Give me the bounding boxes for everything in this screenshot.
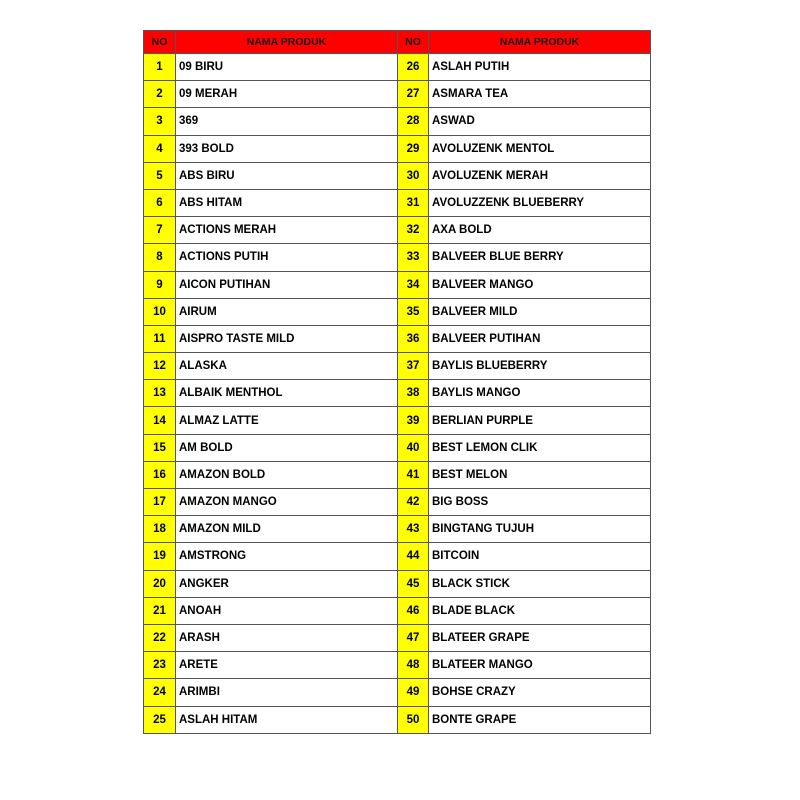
table-row	[144, 244, 651, 271]
row-number-right: 30	[398, 162, 429, 189]
table-row	[144, 135, 651, 162]
product-name-left: 09 MERAH	[176, 81, 398, 108]
table-row	[144, 298, 651, 325]
table-row	[144, 679, 651, 706]
table-row	[144, 353, 651, 380]
row-number-right: 34	[398, 271, 429, 298]
row-number-left: 14	[144, 407, 176, 434]
table-row	[144, 597, 651, 624]
product-name-left: AM BOLD	[176, 434, 398, 461]
row-number-left: 11	[144, 325, 176, 352]
product-name-right: ASWAD	[429, 108, 651, 135]
table-row	[144, 516, 651, 543]
product-name-right: AVOLUZZENK BLUEBERRY	[429, 189, 651, 216]
product-name-right: BINGTANG TUJUH	[429, 516, 651, 543]
product-name-right: BAYLIS BLUEBERRY	[429, 353, 651, 380]
product-name-right: BEST LEMON CLIK	[429, 434, 651, 461]
product-name-left: ANOAH	[176, 597, 398, 624]
product-name-left: 09 BIRU	[176, 54, 398, 81]
table-row	[144, 543, 651, 570]
product-name-left: ABS HITAM	[176, 189, 398, 216]
table-row	[144, 434, 651, 461]
row-number-right: 47	[398, 624, 429, 651]
product-name-left: ALMAZ LATTE	[176, 407, 398, 434]
product-name-right: AXA BOLD	[429, 217, 651, 244]
product-name-left: AMAZON BOLD	[176, 461, 398, 488]
row-number-left: 15	[144, 434, 176, 461]
table-row	[144, 570, 651, 597]
row-number-left: 3	[144, 108, 176, 135]
table-row	[144, 706, 651, 733]
row-number-right: 38	[398, 380, 429, 407]
product-name-left: AMSTRONG	[176, 543, 398, 570]
product-name-left: ALBAIK MENTHOL	[176, 380, 398, 407]
product-name-right: BITCOIN	[429, 543, 651, 570]
row-number-right: 36	[398, 325, 429, 352]
product-name-left: ACTIONS MERAH	[176, 217, 398, 244]
table-row	[144, 461, 651, 488]
product-table	[143, 30, 651, 734]
row-number-left: 22	[144, 624, 176, 651]
product-name-right: BEST MELON	[429, 461, 651, 488]
row-number-left: 2	[144, 81, 176, 108]
product-name-right: BALVEER PUTIHAN	[429, 325, 651, 352]
product-name-right: BALVEER MILD	[429, 298, 651, 325]
row-number-left: 4	[144, 135, 176, 162]
header-no-right: NO	[398, 31, 429, 54]
product-name-left: ARETE	[176, 652, 398, 679]
table-row	[144, 189, 651, 216]
table-row	[144, 54, 651, 81]
row-number-left: 8	[144, 244, 176, 271]
row-number-right: 46	[398, 597, 429, 624]
row-number-left: 18	[144, 516, 176, 543]
row-number-left: 10	[144, 298, 176, 325]
product-name-right: BALVEER BLUE BERRY	[429, 244, 651, 271]
product-name-left: ACTIONS PUTIH	[176, 244, 398, 271]
table-row	[144, 108, 651, 135]
row-number-right: 40	[398, 434, 429, 461]
row-number-right: 27	[398, 81, 429, 108]
table-row	[144, 217, 651, 244]
product-name-left: 369	[176, 108, 398, 135]
row-number-right: 32	[398, 217, 429, 244]
header-row	[144, 31, 651, 54]
product-name-right: BOHSE CRAZY	[429, 679, 651, 706]
product-name-right: BAYLIS MANGO	[429, 380, 651, 407]
product-name-left: ABS BIRU	[176, 162, 398, 189]
row-number-right: 35	[398, 298, 429, 325]
product-name-right: BALVEER MANGO	[429, 271, 651, 298]
row-number-right: 50	[398, 706, 429, 733]
row-number-right: 41	[398, 461, 429, 488]
row-number-right: 43	[398, 516, 429, 543]
table-row	[144, 81, 651, 108]
row-number-right: 31	[398, 189, 429, 216]
product-name-right: ASMARA TEA	[429, 81, 651, 108]
row-number-left: 13	[144, 380, 176, 407]
product-name-left: ARIMBI	[176, 679, 398, 706]
table-row	[144, 407, 651, 434]
product-name-left: AICON PUTIHAN	[176, 271, 398, 298]
table-row	[144, 380, 651, 407]
product-name-right: BIG BOSS	[429, 489, 651, 516]
header-no-left: NO	[144, 31, 176, 54]
row-number-right: 45	[398, 570, 429, 597]
row-number-right: 37	[398, 353, 429, 380]
row-number-left: 7	[144, 217, 176, 244]
product-name-left: ANGKER	[176, 570, 398, 597]
product-name-right: AVOLUZENK MERAH	[429, 162, 651, 189]
product-name-right: AVOLUZENK MENTOL	[429, 135, 651, 162]
table-row	[144, 271, 651, 298]
product-name-left: AIRUM	[176, 298, 398, 325]
row-number-right: 42	[398, 489, 429, 516]
row-number-right: 39	[398, 407, 429, 434]
product-name-left: AMAZON MANGO	[176, 489, 398, 516]
row-number-left: 9	[144, 271, 176, 298]
row-number-left: 16	[144, 461, 176, 488]
row-number-left: 19	[144, 543, 176, 570]
row-number-left: 17	[144, 489, 176, 516]
product-name-right: BLACK STICK	[429, 570, 651, 597]
product-name-left: ARASH	[176, 624, 398, 651]
table-row	[144, 325, 651, 352]
row-number-left: 6	[144, 189, 176, 216]
row-number-right: 28	[398, 108, 429, 135]
product-name-right: BONTE GRAPE	[429, 706, 651, 733]
row-number-right: 33	[398, 244, 429, 271]
product-name-left: ALASKA	[176, 353, 398, 380]
row-number-right: 48	[398, 652, 429, 679]
header-name-left: NAMA PRODUK	[176, 31, 398, 54]
product-name-left: AMAZON MILD	[176, 516, 398, 543]
row-number-left: 20	[144, 570, 176, 597]
product-name-right: BLATEER GRAPE	[429, 624, 651, 651]
product-name-right: BERLIAN PURPLE	[429, 407, 651, 434]
table-row	[144, 489, 651, 516]
product-name-left: ASLAH HITAM	[176, 706, 398, 733]
header-name-right: NAMA PRODUK	[429, 31, 651, 54]
row-number-left: 24	[144, 679, 176, 706]
product-name-right: BLADE BLACK	[429, 597, 651, 624]
table-row	[144, 162, 651, 189]
row-number-left: 21	[144, 597, 176, 624]
row-number-left: 25	[144, 706, 176, 733]
product-name-right: ASLAH PUTIH	[429, 54, 651, 81]
product-name-left: 393 BOLD	[176, 135, 398, 162]
row-number-left: 1	[144, 54, 176, 81]
row-number-right: 49	[398, 679, 429, 706]
row-number-left: 5	[144, 162, 176, 189]
product-name-right: BLATEER MANGO	[429, 652, 651, 679]
row-number-left: 12	[144, 353, 176, 380]
row-number-left: 23	[144, 652, 176, 679]
row-number-right: 29	[398, 135, 429, 162]
row-number-right: 44	[398, 543, 429, 570]
table-row	[144, 652, 651, 679]
table-row	[144, 624, 651, 651]
table-body	[144, 54, 651, 734]
product-name-left: AISPRO TASTE MILD	[176, 325, 398, 352]
row-number-right: 26	[398, 54, 429, 81]
